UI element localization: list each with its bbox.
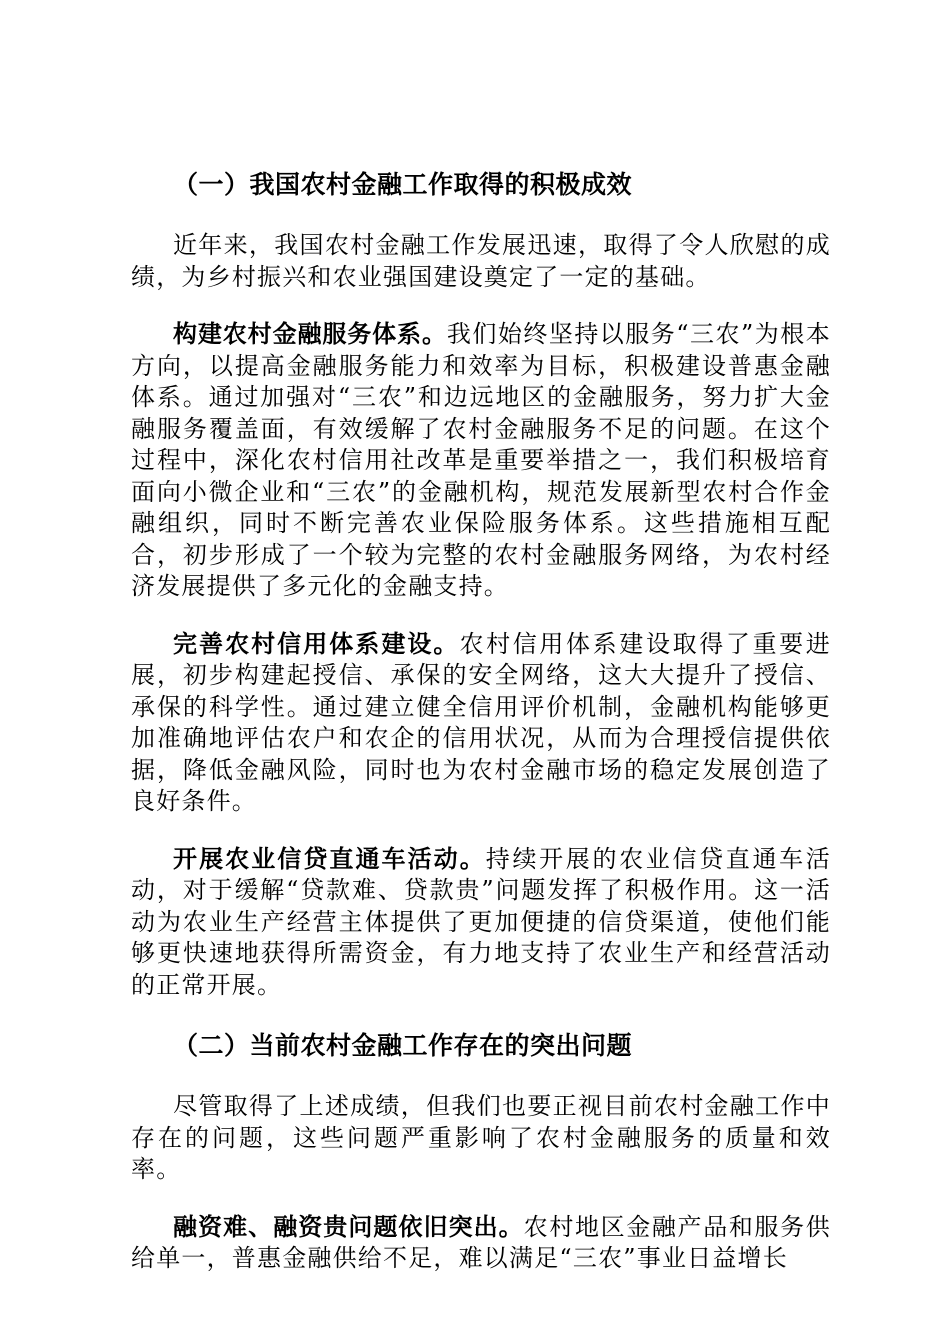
paragraph-body: 农村信用体系建设取得了重要进展，初步构建起授信、承保的安全网络，这大大提升了授信、承保的科学性。通过建立健全信用评价机制，金融机构能够更加准确地评估农户和农企的信用状况，从而为合理授信提供依据，降低金融风险，同时也为农村金融市场的稳定发展创造了良好条件。 [131,629,831,815]
section-heading-1: （一）我国农村金融工作取得的积极成效 [173,170,633,199]
document-body [131,166,831,1301]
section-heading-2: （二）当前农村金融工作存在的突出问题 [173,1031,633,1060]
paragraph-agricultural-credit-express [131,844,831,1002]
paragraph-lead: 构建农村金融服务体系。 [173,320,447,348]
section-2-intro: 尽管取得了上述成绩，但我们也要正视目前农村金融工作中存在的问题，这些问题严重影响了农村金融服务的质量和效率。 [131,1092,831,1183]
paragraph-financing-difficulty [131,1212,831,1275]
paragraph-rural-finance-service-system [131,319,831,603]
paragraph-rural-credit-system [131,629,831,818]
paragraph-lead: 开展农业信贷直通车活动。 [173,844,486,873]
section-1-intro: 近年来，我国农村金融工作发展迅速，取得了令人欣慰的成绩，为乡村振兴和农业强国建设奠定了一定的基础。 [131,231,831,291]
paragraph-lead: 完善农村信用体系建设。 [173,629,460,658]
paragraph-body: 我们始终坚持以服务“三农”为根本方向，以提高金融服务能力和效率为目标，积极建设普惠金融体系。通过加强对“三农”和边远地区的金融服务，努力扩大金融服务覆盖面，有效缓解了农村金融服务不足的问题。在这个过程中，深化农村信用社改革是重要举措之一，我们积极培育面向小微企业和“三农”的金融机构，规范发展新型农村合作金融组织，同时不断完善农业保险服务体系。这些措施相互配合，初步形成了一个较为完整的农村金融服务网络，为农村经济发展提供了多元化的金融支持。 [131,320,831,600]
paragraph-body: 农村地区金融产品和服务供给单一，普惠金融供给不足，难以满足“三农”事业日益增长 [131,1212,831,1272]
paragraph-lead: 融资难、融资贵问题依旧突出。 [173,1212,524,1241]
paragraph-body: 持续开展的农业信贷直通车活动，对于缓解“贷款难、贷款贵”问题发挥了积极作用。这一活动为农业生产经营主体提供了更加便捷的信贷渠道，使他们能够更快速地获得所需资金，有力地支持了农业生产和经营活动的正常开展。 [131,844,831,999]
